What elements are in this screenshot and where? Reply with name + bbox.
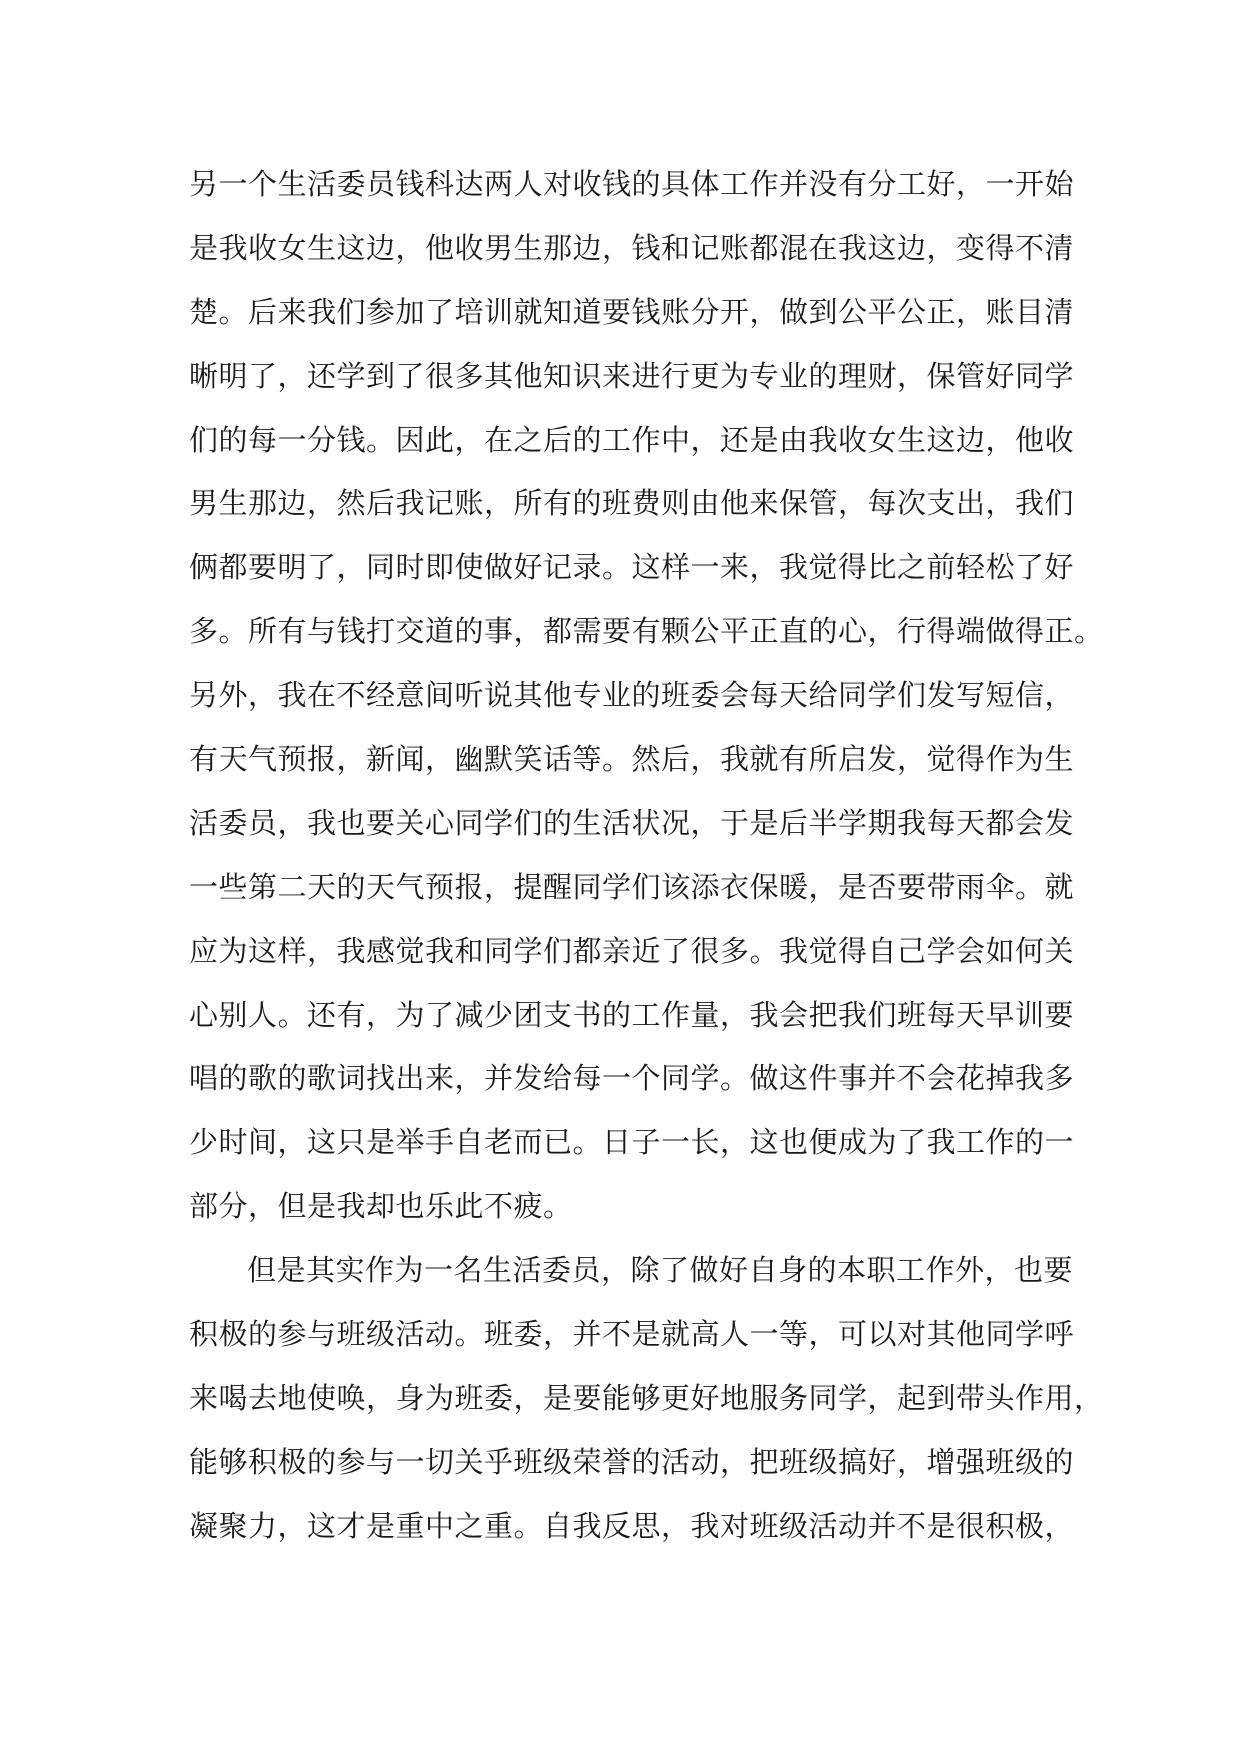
text-line: 们的每一分钱。因此，在之后的工作中，还是由我收女生这边，他收 [189, 422, 1075, 457]
text-line: 积极的参与班级活动。班委，并不是就高人一等，可以对其他同学呼 [189, 1317, 1075, 1352]
text-line: 心别人。还有，为了减少团支书的工作量，我会把我们班每天早训要 [189, 997, 1075, 1032]
text-line: 俩都要明了，同时即使做好记录。这样一来，我觉得比之前轻松了好 [189, 550, 1075, 585]
body-text [189, 153, 1104, 1559]
text-line: 活委员，我也要关心同学们的生活状况，于是后半学期我每天都会发 [189, 805, 1075, 840]
paragraph-first-line: 但是其实作为一名生活委员，除了做好自身的本职工作外，也要 [247, 1253, 1074, 1288]
text-line: 另外，我在不经意间听说其他专业的班委会每天给同学们发写短信， [189, 678, 1075, 713]
text-line: 少时间，这只是举手自老而已。日子一长，这也便成为了我工作的一 [189, 1125, 1075, 1160]
text-line: 有天气预报，新闻，幽默笑话等。然后，我就有所启发，觉得作为生 [189, 742, 1075, 777]
text-line: 多。所有与钱打交道的事，都需要有颗公平正直的心，行得端做得正。 [189, 614, 1104, 649]
text-line: 晰明了，还学到了很多其他知识来进行更为专业的理财，保管好同学 [189, 358, 1075, 393]
text-line: 凝聚力，这才是重中之重。自我反思，我对班级活动并不是很积极， [189, 1508, 1075, 1543]
text-line: 来喝去地使唤，身为班委，是要能够更好地服务同学，起到带头作用， [189, 1380, 1104, 1415]
text-line: 部分，但是我却也乐此不疲。 [189, 1189, 573, 1224]
text-line: 另一个生活委员钱科达两人对收钱的具体工作并没有分工好，一开始 [189, 167, 1075, 201]
text-line: 是我收女生这边，他收男生那边，钱和记账都混在我这边，变得不清 [189, 230, 1075, 265]
text-line: 男生那边，然后我记账，所有的班费则由他来保管，每次支出，我们 [189, 486, 1075, 521]
text-line: 一些第二天的天气预报，提醒同学们该添衣保暖，是否要带雨伞。就 [189, 869, 1075, 904]
text-line: 唱的歌的歌词找出来，并发给每一个同学。做这件事并不会花掉我多 [189, 1061, 1075, 1096]
text-line: 能够积极的参与一切关乎班级荣誉的活动，把班级搞好，增强班级的 [189, 1444, 1075, 1479]
text-line: 楚。后来我们参加了培训就知道要钱账分开，做到公平公正，账目清 [189, 294, 1075, 329]
text-line: 应为这样，我感觉我和同学们都亲近了很多。我觉得自己学会如何关 [189, 933, 1075, 968]
